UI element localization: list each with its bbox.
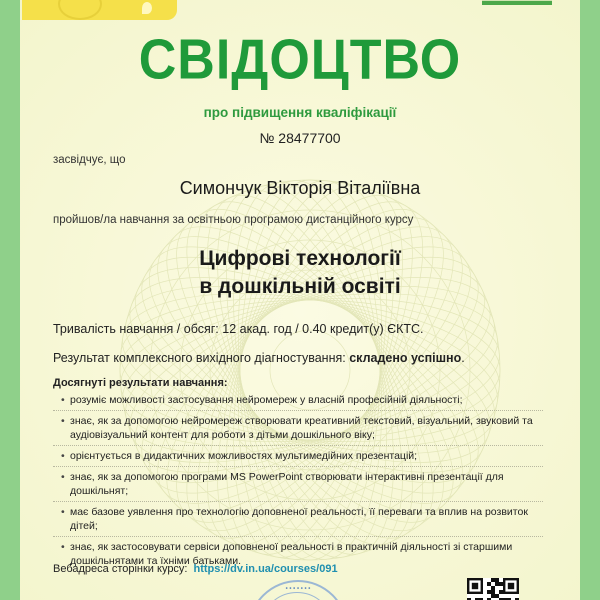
certificate-title: СВІДОЦТВО xyxy=(138,28,462,92)
course-title-line1: Цифрові технології xyxy=(199,247,401,270)
achieved-results-list xyxy=(53,390,543,571)
stamp-inner-ring xyxy=(260,592,334,600)
list-item: • має базове уявлення про технологію доповненої реальності, її переваги та вплив на розвиток дітей; xyxy=(53,502,543,537)
brand-logo-fragment: ▬▬▬▬▬ xyxy=(482,0,552,8)
course-web-address xyxy=(53,563,338,575)
result-end: . xyxy=(461,351,465,365)
completed-text: пройшов/ла навчання за освітньою програмою дистанційного курсу xyxy=(53,214,414,226)
certificate-subtitle: про підвищення кваліфікації xyxy=(203,105,397,120)
logo-badge xyxy=(22,0,177,20)
list-item: • розуміє можливості застосування нейромереж у власній професійній діяльності; xyxy=(53,390,543,411)
leaf-icon xyxy=(142,2,152,14)
logo-seal-icon xyxy=(58,0,102,20)
course-title xyxy=(20,245,580,301)
list-item: • знає, як застосовувати сервіси доповненої реальності в практичній діяльності зі старшими дошкільнятами та їхніми батьками. xyxy=(53,537,543,571)
certificate-sheet xyxy=(20,0,580,600)
person-name: Симончук Вікторія Віталіївна xyxy=(179,178,421,198)
diagnostic-result xyxy=(53,351,465,365)
result-label: Результат комплексного вихідного діагностування: xyxy=(53,351,350,365)
web-label: Вебадреса сторінки курсу: xyxy=(53,563,188,575)
course-title-line2: в дошкільній освіті xyxy=(199,275,401,298)
list-item: • знає, як за допомогою програми MS PowerPoint створювати інтерактивні презентації для дошкільнят; xyxy=(53,467,543,502)
duration-text: Тривалість навчання / обсяг: 12 акад. год / 0.40 кредит(у) ЄКТС. xyxy=(53,322,424,336)
achieved-results-title: Досягнуті результати навчання: xyxy=(53,377,228,389)
list-item: • орієнтується в дидактичних можливостях мультимедійних презентацій; xyxy=(53,446,543,467)
testifies-label: засвідчує, що xyxy=(53,154,126,166)
qr-code-icon[interactable] xyxy=(467,578,519,600)
certificate-number: № 28477700 xyxy=(259,130,341,146)
stamp-lettering: • • • • • • • xyxy=(285,586,311,592)
course-link[interactable]: https://dv.in.ua/courses/091 xyxy=(193,563,338,575)
result-value: складено успішно xyxy=(349,351,462,365)
official-stamp xyxy=(248,580,348,600)
list-item: • знає, як за допомогою нейромереж створювати креативний текстовий, візуальний, звуковий та аудіовізуальний контент для роботи з дітьми дошкільного віку; xyxy=(53,411,543,446)
